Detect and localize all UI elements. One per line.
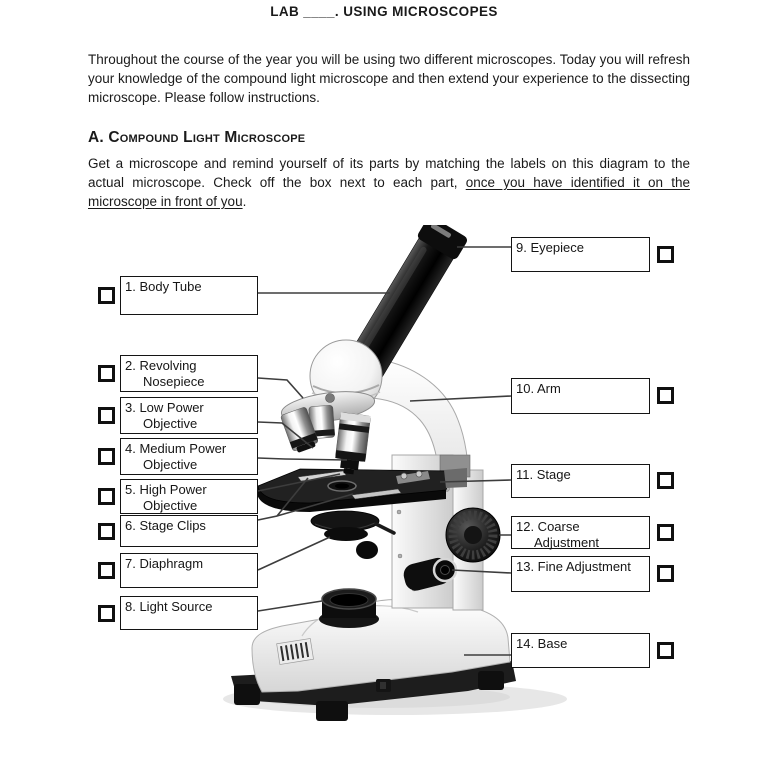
label-revolving-nosepiece: 2. Revolving Nosepiece	[120, 355, 258, 392]
coarse-adjustment-knob[interactable]	[446, 508, 500, 562]
power-switch[interactable]	[376, 679, 391, 692]
label-medium-power-objective: 4. Medium Power Objective	[120, 438, 258, 475]
checkbox-light-source[interactable]	[98, 605, 115, 622]
label-eyepiece: 9. Eyepiece	[511, 237, 650, 272]
checkbox-revolving-nosepiece[interactable]	[98, 365, 115, 382]
instructions-text: Get a microscope and remind yourself of its parts by matching the labels on this diagram to the actual microscope. Check off the box next to each part,	[88, 156, 690, 190]
checkbox-eyepiece[interactable]	[657, 246, 674, 263]
label-low-power-objective: 3. Low Power Objective	[120, 397, 258, 434]
checkbox-diaphragm[interactable]	[98, 562, 115, 579]
label-high-power-objective: 5. High Power Objective	[120, 479, 258, 514]
label-coarse-adjustment: 12. Coarse Adjustment	[511, 516, 650, 549]
checkbox-fine-adjustment[interactable]	[657, 565, 674, 582]
instructions-period: .	[242, 194, 247, 209]
page-title: LAB ____. USING MICROSCOPES	[270, 4, 498, 19]
diaphragm	[311, 511, 394, 559]
label-stage-clips: 6. Stage Clips	[120, 515, 258, 547]
label-light-source: 8. Light Source	[120, 596, 258, 630]
microscope-illustration	[0, 225, 768, 730]
intro-paragraph: Throughout the course of the year you will be using two different microscopes. Today you will refresh your knowledge of the compound light microscope and then extend your experience to the dissecting microscope. Please follow instructions.	[88, 52, 690, 105]
label-stage: 11. Stage	[511, 464, 650, 498]
checkbox-stage-clips[interactable]	[98, 523, 115, 540]
light-source	[319, 589, 379, 628]
label-base: 14. Base	[511, 633, 650, 668]
checkbox-low-power-objective[interactable]	[98, 407, 115, 424]
checkbox-body-tube[interactable]	[98, 287, 115, 304]
label-arm: 10. Arm	[511, 378, 650, 414]
objective-high-power	[334, 412, 371, 475]
label-fine-adjustment: 13. Fine Adjustment	[511, 556, 650, 592]
checkbox-medium-power-objective[interactable]	[98, 448, 115, 465]
checkbox-arm[interactable]	[657, 387, 674, 404]
checkbox-base[interactable]	[657, 642, 674, 659]
label-body-tube: 1. Body Tube	[120, 276, 258, 315]
label-diaphragm: 7. Diaphragm	[120, 553, 258, 588]
section-heading: A. Compound Light Microscope	[88, 129, 306, 146]
instructions-underlined-text: once you have identified it on the microscope in front of you	[88, 175, 690, 209]
checkbox-stage[interactable]	[657, 472, 674, 489]
checkbox-coarse-adjustment[interactable]	[657, 524, 674, 541]
checkbox-high-power-objective[interactable]	[98, 488, 115, 505]
